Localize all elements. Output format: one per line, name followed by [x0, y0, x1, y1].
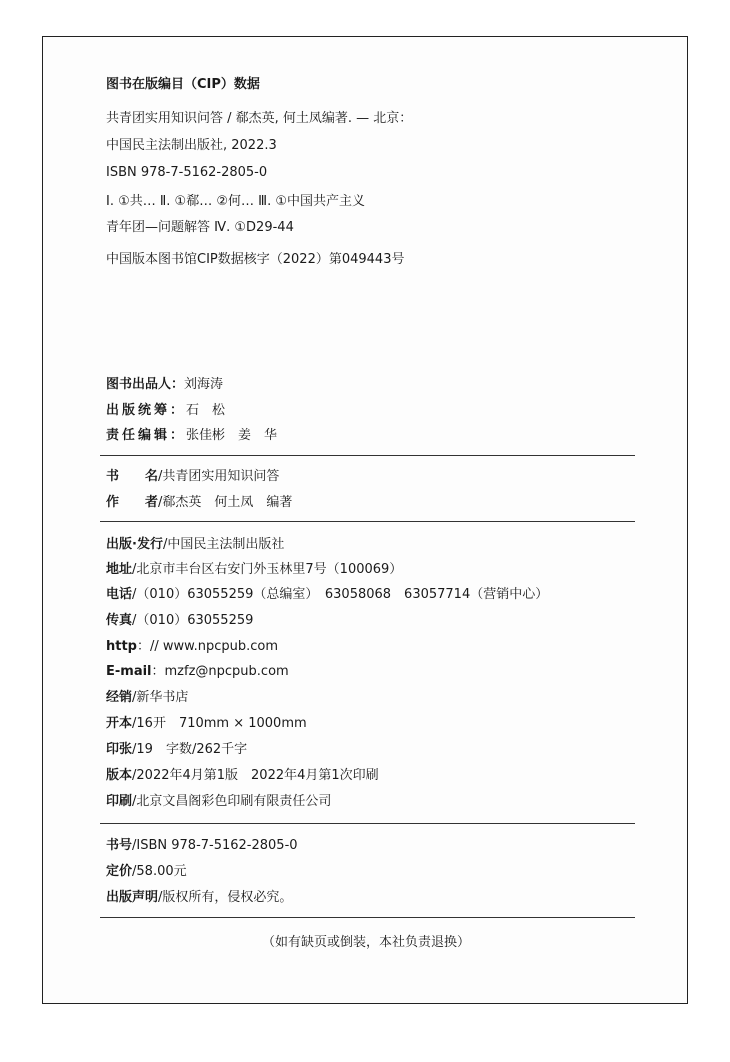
coordinator-value: 石 松: [186, 403, 226, 418]
http-label: http: [106, 639, 137, 654]
phone-value: /（010）63055259（总编室） 63058068 63057714（营销中心）: [132, 587, 549, 602]
producer-label: 图书出品人：: [106, 377, 185, 392]
isbn-label: 书号: [106, 838, 133, 853]
rights-value: /版权所有，侵权必究。: [158, 890, 293, 905]
sheets-row: [106, 742, 247, 758]
address-value: /北京市丰台区右安门外玉林里7号（100069）: [132, 562, 403, 577]
price-row: [106, 864, 187, 880]
cip-line-6: 中国版本图书馆CIP数据核字（2022）第049443号: [106, 252, 405, 267]
producer-value: 刘海涛: [184, 377, 224, 392]
isbn-value: /ISBN 978-7-5162-2805-0: [132, 838, 298, 853]
phone-label: 电话: [106, 587, 133, 602]
format-row: [106, 716, 307, 732]
sheets-label: 印张: [106, 742, 133, 757]
price-value: /58.00元: [132, 864, 187, 879]
title-row: [106, 469, 279, 485]
printer-row: [106, 794, 331, 810]
divider-4: [100, 917, 635, 918]
website-link[interactable]: ：// www.npcpub.com: [137, 639, 279, 654]
isbn-row: [106, 838, 298, 854]
cip-line-4: Ⅰ. ①共… Ⅱ. ①郗… ②何… Ⅲ. ①中国共产主义: [106, 194, 366, 209]
distributor-label: 经销: [106, 690, 133, 705]
coordinator-label: 出版统筹：: [106, 403, 187, 418]
cip-line-3: ISBN 978-7-5162-2805-0: [106, 165, 268, 180]
format-label: 开本: [106, 716, 133, 731]
editor-value: 张佳彬 姜 华: [186, 428, 278, 443]
publisher-label: 出版·发行: [106, 537, 163, 552]
author-label: 作 者: [106, 495, 159, 510]
fax-row: [106, 613, 253, 629]
author-value: /郗杰英 何土凤 编著: [158, 495, 293, 510]
author-row: [106, 495, 292, 511]
title-label: 书 名: [106, 469, 159, 484]
distributor-row: [106, 690, 188, 706]
edition-label: 版本: [106, 768, 133, 783]
producer-row: [106, 377, 223, 393]
address-row: [106, 562, 402, 578]
fax-value: /（010）63055259: [132, 613, 254, 628]
format-value: /16开 710mm × 1000mm: [132, 716, 307, 731]
publisher-row: [106, 537, 284, 553]
cip-line-2: 中国民主法制出版社, 2022.3: [106, 138, 277, 153]
rights-row: [106, 890, 292, 906]
phone-row: [106, 587, 548, 603]
title-value: /共青团实用知识问答: [158, 469, 280, 484]
address-label: 地址: [106, 562, 133, 577]
editor-row: [106, 428, 277, 444]
editor-label: 责任编辑：: [106, 428, 187, 443]
price-label: 定价: [106, 864, 133, 879]
cip-line-5: 青年团—问题解答 Ⅳ. ①D29-44: [106, 220, 294, 235]
cip-heading: 图书在版编目（CIP）数据: [106, 77, 260, 92]
divider-3: [100, 823, 635, 824]
http-row: [106, 639, 278, 655]
printer-value: /北京文昌阁彩色印刷有限责任公司: [132, 794, 332, 809]
publisher-value: /中国民主法制出版社: [162, 537, 285, 552]
coordinator-row: [106, 403, 225, 419]
printer-label: 印刷: [106, 794, 133, 809]
distributor-value: /新华书店: [132, 690, 189, 705]
copyright-page: [42, 36, 688, 1004]
email-row: [106, 664, 289, 680]
return-notice: （如有缺页或倒装，本社负责退换）: [261, 935, 470, 950]
cip-line-1: 共青团实用知识问答 / 郗杰英, 何土凤编著. — 北京：: [106, 111, 413, 126]
rights-label: 出版声明: [106, 890, 159, 905]
divider-2: [100, 521, 635, 522]
email-link[interactable]: ：mzfz@npcpub.com: [151, 664, 289, 679]
edition-row: [106, 768, 379, 784]
email-label: E-mail: [106, 664, 152, 679]
fax-label: 传真: [106, 613, 133, 628]
sheets-value: /19 字数/262千字: [132, 742, 248, 757]
divider-1: [100, 455, 635, 456]
edition-value: /2022年4月第1版 2022年4月第1次印刷: [132, 768, 379, 783]
